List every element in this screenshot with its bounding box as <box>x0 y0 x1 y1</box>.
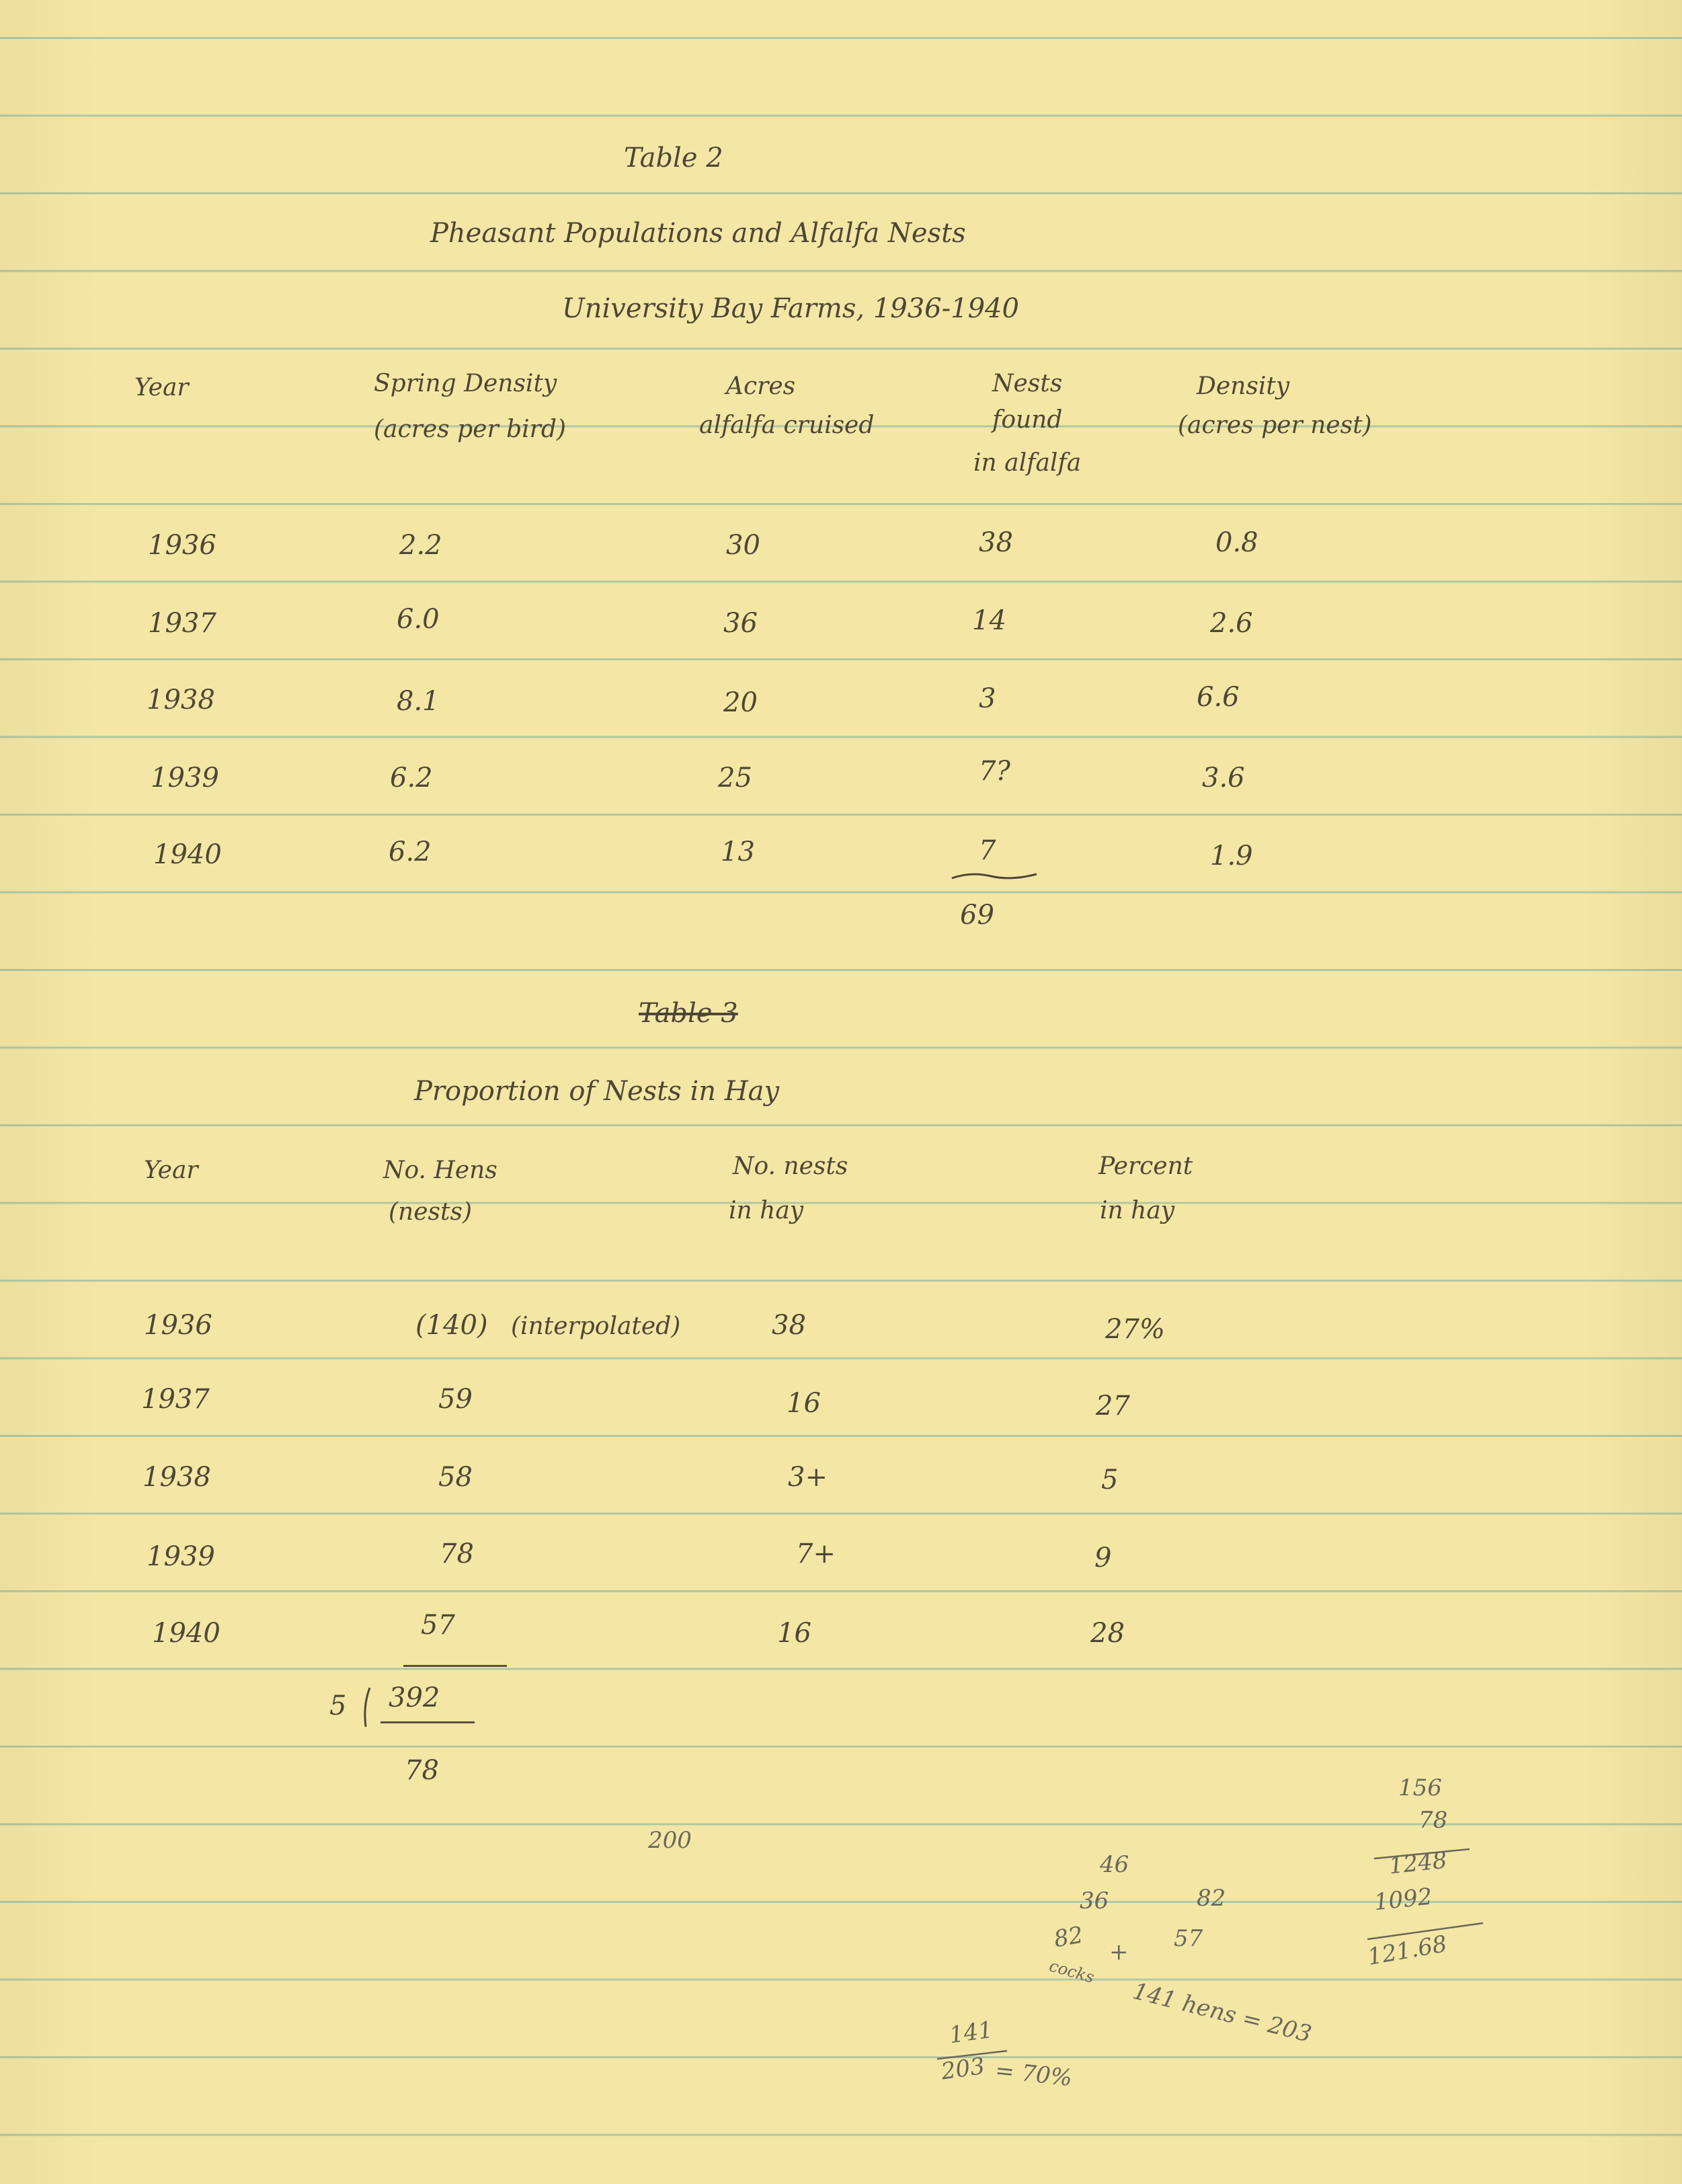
pencil-156: 156 <box>1398 1774 1442 1801</box>
hay-cell: 16 <box>787 1388 821 1419</box>
pencil-frac-eq: = 70% <box>994 2057 1074 2092</box>
acres-cell: 25 <box>718 763 752 793</box>
table2-header-year: Year <box>134 374 189 401</box>
pencil-200: 200 <box>648 1827 692 1854</box>
nests-cell: 14 <box>972 605 1006 636</box>
hens-cell: (140) <box>415 1310 488 1341</box>
pencil-frac-bar <box>936 2048 1010 2062</box>
table3-header-percent-sub: in hay <box>1100 1197 1175 1224</box>
percent-cell: 28 <box>1090 1618 1125 1649</box>
spring-density-cell: 6.2 <box>389 836 432 867</box>
table2-title: Pheasant Populations and Alfalfa Nests <box>430 218 966 249</box>
hens-note: (interpolated) <box>511 1313 681 1340</box>
percent-cell: 9 <box>1094 1543 1112 1573</box>
pencil-36: 36 <box>1080 1887 1109 1914</box>
acres-cell: 20 <box>723 687 758 718</box>
hay-cell: 16 <box>777 1618 811 1649</box>
table2-header-density: Density <box>1197 373 1290 400</box>
division-rule <box>381 1721 475 1723</box>
table3-header-hay: No. nests <box>733 1153 848 1180</box>
density-cell: 2.6 <box>1210 608 1253 639</box>
nests-cell: 38 <box>979 527 1013 558</box>
hens-cell: 59 <box>438 1384 473 1415</box>
table3-title: Proportion of Nests in Hay <box>414 1076 780 1107</box>
hens-cell: 58 <box>438 1462 473 1493</box>
spring-density-cell: 6.2 <box>390 763 433 793</box>
table3-header-year: Year <box>144 1157 198 1184</box>
pencil-46: 46 <box>1100 1851 1129 1878</box>
hay-cell: 38 <box>772 1310 806 1341</box>
spring-density-cell: 2.2 <box>399 530 442 561</box>
table2-header-spring-density: Spring Density <box>374 370 557 397</box>
sum-underline <box>951 870 1038 882</box>
pencil-1248: 1248 <box>1388 1846 1449 1880</box>
year-cell: 1940 <box>153 839 222 870</box>
pencil-121-68: 121.68 <box>1365 1930 1449 1972</box>
nests-cell: 7? <box>979 756 1010 787</box>
density-cell: 3.6 <box>1202 763 1245 793</box>
pencil-rule-1 <box>1371 1836 1472 1863</box>
pencil-plus: + <box>1109 1939 1129 1965</box>
pencil-calc: 141 hens = 203 <box>1130 1978 1314 2048</box>
division-bracket <box>350 1685 376 1732</box>
pencil-82-right: 82 <box>1197 1885 1226 1912</box>
pencil-cocks: cocks <box>1047 1956 1096 1987</box>
year-cell: 1938 <box>147 685 215 715</box>
pencil-1092: 1092 <box>1373 1883 1434 1916</box>
year-cell: 1937 <box>148 608 216 639</box>
division-divisor: 5 <box>329 1690 347 1721</box>
hay-cell: 7+ <box>796 1538 836 1569</box>
pencil-frac-num: 141 <box>947 2016 995 2050</box>
year-cell: 1937 <box>141 1384 210 1415</box>
table3-header-hay-sub: in hay <box>729 1197 804 1224</box>
percent-cell: 27 <box>1096 1391 1130 1421</box>
acres-cell: 13 <box>721 836 755 867</box>
year-cell: 1938 <box>143 1462 211 1493</box>
year-cell: 1939 <box>147 1541 215 1572</box>
table2-label: Table 2 <box>624 143 723 173</box>
spring-density-cell: 8.1 <box>397 686 440 717</box>
pencil-rule-2 <box>1365 1916 1486 1943</box>
division-dividend: 392 <box>389 1682 440 1713</box>
hay-cell: 3+ <box>788 1462 828 1493</box>
table2-header-nests-in-alfalfa: in alfalfa <box>973 449 1082 477</box>
table2-header-acres: Acres <box>726 373 796 400</box>
table2-subtitle: University Bay Farms, 1936-1940 <box>562 293 1019 324</box>
year-cell: 1940 <box>152 1618 221 1649</box>
hens-cell: 57 <box>421 1610 455 1641</box>
table3-header-hens-unit: (nests) <box>389 1198 472 1226</box>
pencil-57: 57 <box>1174 1925 1203 1952</box>
table3-header-hens: No. Hens <box>383 1157 497 1184</box>
nests-cell: 7 <box>979 835 996 866</box>
table3-header-percent: Percent <box>1098 1153 1193 1180</box>
year-cell: 1936 <box>144 1310 212 1341</box>
density-cell: 1.9 <box>1210 841 1253 871</box>
table2-nests-total: 69 <box>960 900 994 931</box>
table2-header-acres-sub: alfalfa cruised <box>699 412 875 439</box>
density-cell: 0.8 <box>1215 527 1258 558</box>
pencil-82: 82 <box>1051 1921 1086 1953</box>
percent-cell: 27% <box>1105 1314 1165 1345</box>
spring-density-cell: 6.0 <box>397 604 440 635</box>
percent-cell: 5 <box>1101 1465 1119 1495</box>
nests-cell: 3 <box>979 683 996 714</box>
year-cell: 1939 <box>151 763 219 793</box>
table3-label: Table 3 <box>639 998 738 1029</box>
hens-cell: 78 <box>440 1538 474 1569</box>
table2-header-nests: Nests <box>992 370 1063 397</box>
acres-cell: 36 <box>723 608 758 639</box>
division-quotient: 78 <box>405 1755 439 1786</box>
density-cell: 6.6 <box>1197 682 1240 713</box>
pencil-frac-den: 203 <box>939 2052 987 2086</box>
table2-header-spring-density-unit: (acres per bird) <box>374 416 566 443</box>
acres-cell: 30 <box>726 530 760 561</box>
pencil-78: 78 <box>1418 1807 1448 1834</box>
sum-rule <box>403 1665 507 1667</box>
year-cell: 1936 <box>148 530 216 561</box>
table2-header-nests-found: found <box>992 406 1063 434</box>
table2-header-density-unit: (acres per nest) <box>1178 412 1372 439</box>
